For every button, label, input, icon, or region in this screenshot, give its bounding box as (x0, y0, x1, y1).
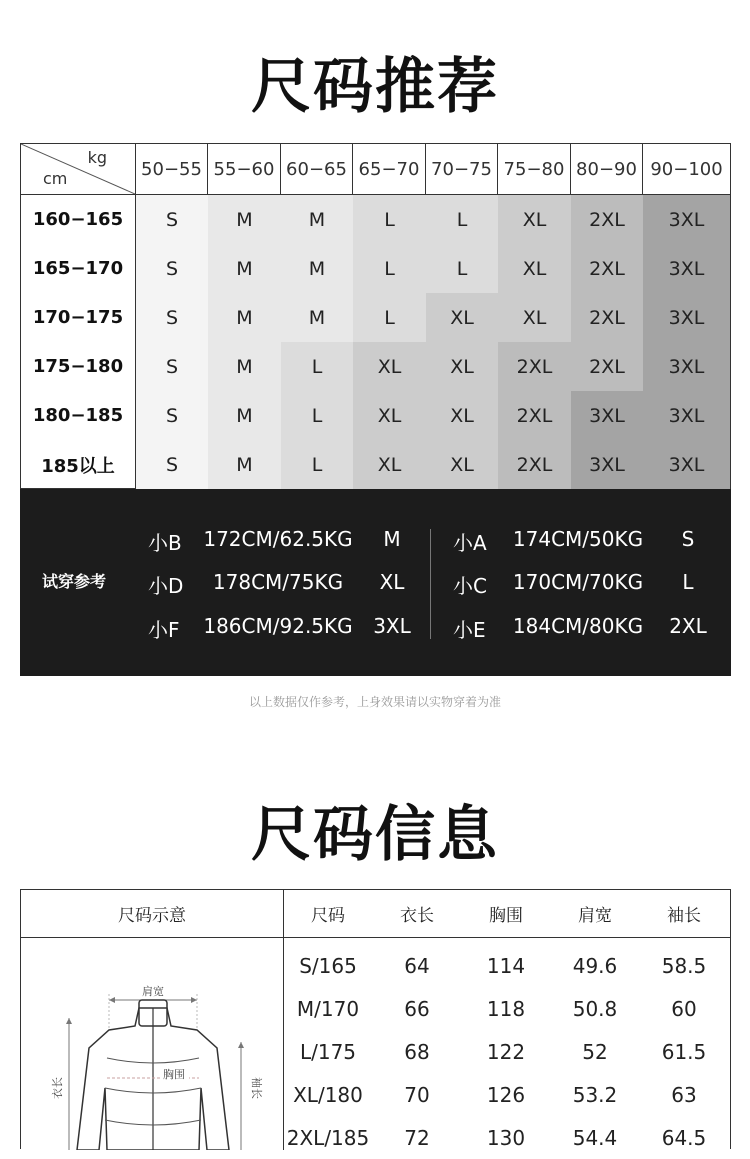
size-cell: XL (498, 195, 571, 244)
size-cell: L (426, 244, 498, 293)
weight-header-1: 55−60 (208, 144, 281, 195)
tryon-size: 3XL (373, 614, 411, 638)
info-header-4: 袖长 (667, 906, 701, 926)
size-cell: 2XL (498, 342, 571, 391)
weight-header-3: 65−70 (353, 144, 426, 195)
diagram-header: 尺码示意 (118, 906, 186, 926)
tryon-name: 小F (148, 618, 180, 642)
info-cell: 72 (404, 1125, 430, 1150)
info-header-3: 肩宽 (578, 906, 612, 926)
size-recommend-table (20, 143, 731, 489)
size-cell: M (281, 195, 353, 244)
size-cell: S (136, 342, 208, 391)
size-cell: 3XL (643, 293, 730, 342)
size-cell: S (136, 440, 208, 489)
size-cell: S (136, 391, 208, 440)
info-cell: 61.5 (661, 1039, 707, 1064)
disclaimer-note: 以上数据仅作参考，上身效果请以实物穿着为准 (248, 695, 501, 709)
diagram-chest-label: 胸围 (163, 1068, 185, 1081)
tryon-stats: 186CM/92.5KG (203, 614, 353, 638)
info-cell: 122 (486, 1039, 526, 1064)
info-header-0: 尺码 (311, 906, 345, 926)
size-cell: 3XL (571, 440, 643, 489)
size-cell: M (208, 391, 281, 440)
tryon-name: 小E (453, 618, 486, 642)
weight-header-4: 70−75 (426, 144, 498, 195)
weight-header-5: 75−80 (498, 144, 571, 195)
table-corner-cell (21, 144, 136, 195)
size-cell: S (136, 195, 208, 244)
diagram-shoulder-label: 肩宽 (142, 985, 164, 998)
tryon-stats: 170CM/70KG (512, 570, 644, 594)
size-cell: XL (426, 440, 498, 489)
size-cell: L (281, 342, 353, 391)
height-label-1: 165−170 (21, 244, 136, 293)
info-cell: 54.4 (572, 1125, 618, 1150)
tryon-name: 小B (148, 531, 182, 555)
size-cell: L (281, 440, 353, 489)
size-cell: 2XL (498, 440, 571, 489)
size-info-table (20, 889, 731, 1149)
height-label-5: 185以上 (21, 440, 136, 489)
size-cell: 3XL (643, 195, 730, 244)
size-cell: XL (426, 391, 498, 440)
info-cell: 130 (486, 1125, 526, 1150)
info-cell: 53.2 (572, 1082, 618, 1107)
size-cell: XL (353, 440, 426, 489)
diagram-sleeve-label: 袖长 (250, 1077, 263, 1099)
info-cell: M/170 (296, 996, 360, 1021)
size-cell: S (136, 293, 208, 342)
tryon-size: L (682, 570, 694, 594)
info-cell: 118 (486, 996, 526, 1021)
size-cell: M (208, 195, 281, 244)
height-label-3: 175−180 (21, 342, 136, 391)
size-cell: XL (426, 293, 498, 342)
tryon-name: 小A (453, 531, 487, 555)
weight-header-7: 90−100 (643, 144, 730, 195)
size-cell: 3XL (643, 391, 730, 440)
tryon-divider (430, 529, 431, 639)
size-cell: L (281, 391, 353, 440)
info-cell: 49.6 (572, 953, 618, 978)
info-cell: 68 (404, 1039, 430, 1064)
info-cell: 126 (486, 1082, 526, 1107)
size-cell: L (353, 293, 426, 342)
size-cell: 2XL (571, 244, 643, 293)
size-cell: 2XL (571, 293, 643, 342)
tryon-name: 小D (148, 574, 184, 598)
info-cell: S/165 (299, 953, 357, 978)
info-cell: 70 (404, 1082, 430, 1107)
size-cell: XL (498, 293, 571, 342)
weight-header-2: 60−65 (281, 144, 353, 195)
size-cell: S (136, 244, 208, 293)
height-unit-label: cm (43, 169, 68, 188)
size-cell: L (426, 195, 498, 244)
info-cell: 63 (671, 1082, 697, 1107)
size-cell: XL (426, 342, 498, 391)
size-cell: 3XL (571, 391, 643, 440)
tryon-size: M (383, 527, 401, 551)
size-cell: M (281, 293, 353, 342)
info-cell: 50.8 (572, 996, 618, 1021)
size-cell: 3XL (643, 244, 730, 293)
jacket-diagram (21, 938, 283, 1150)
size-info-title: 尺码信息 (251, 800, 499, 870)
size-cell: M (208, 440, 281, 489)
tryon-stats: 184CM/80KG (512, 614, 644, 638)
weight-header-6: 80−90 (571, 144, 643, 195)
info-cell: 52 (582, 1039, 608, 1064)
tryon-reference-panel (20, 489, 731, 676)
size-cell: XL (353, 391, 426, 440)
size-cell: 3XL (643, 440, 730, 489)
size-cell: M (281, 244, 353, 293)
size-cell: L (353, 244, 426, 293)
info-cell: XL/180 (293, 1082, 363, 1107)
size-cell: M (208, 244, 281, 293)
size-cell: 3XL (643, 342, 730, 391)
size-cell: 2XL (571, 342, 643, 391)
info-header-1: 衣长 (400, 906, 434, 926)
tryon-size: S (681, 527, 695, 551)
tryon-stats: 172CM/62.5KG (203, 527, 353, 551)
size-cell: M (208, 342, 281, 391)
size-recommend-title: 尺码推荐 (251, 52, 499, 122)
info-cell: 60 (671, 996, 697, 1021)
size-cell: M (208, 293, 281, 342)
info-header-2: 胸围 (489, 906, 523, 926)
info-cell: 58.5 (661, 953, 707, 978)
info-cell: 64.5 (661, 1125, 707, 1150)
jacket-outline-icon (21, 938, 283, 1150)
diagram-length-label: 衣长 (51, 1077, 64, 1099)
height-label-4: 180−185 (21, 391, 136, 440)
tryon-title: 试穿参考 (42, 572, 107, 591)
info-cell: 64 (404, 953, 430, 978)
tryon-size: XL (379, 570, 405, 594)
weight-header-0: 50−55 (136, 144, 208, 195)
height-label-2: 170−175 (21, 293, 136, 342)
size-cell: 2XL (571, 195, 643, 244)
size-cell: 2XL (498, 391, 571, 440)
info-cell: 2XL/185 (286, 1125, 370, 1150)
size-cell: XL (353, 342, 426, 391)
height-label-0: 160−165 (21, 195, 136, 244)
info-cell: 66 (404, 996, 430, 1021)
tryon-stats: 174CM/50KG (512, 527, 644, 551)
size-cell: L (353, 195, 426, 244)
info-cell: L/175 (299, 1039, 357, 1064)
column-divider (283, 890, 284, 1150)
tryon-name: 小C (453, 574, 487, 598)
info-cell: 114 (486, 953, 526, 978)
diagonal-line (21, 144, 135, 194)
tryon-size: 2XL (669, 614, 707, 638)
size-cell: XL (498, 244, 571, 293)
weight-unit-label: kg (87, 148, 107, 167)
tryon-stats: 178CM/75KG (212, 570, 344, 594)
